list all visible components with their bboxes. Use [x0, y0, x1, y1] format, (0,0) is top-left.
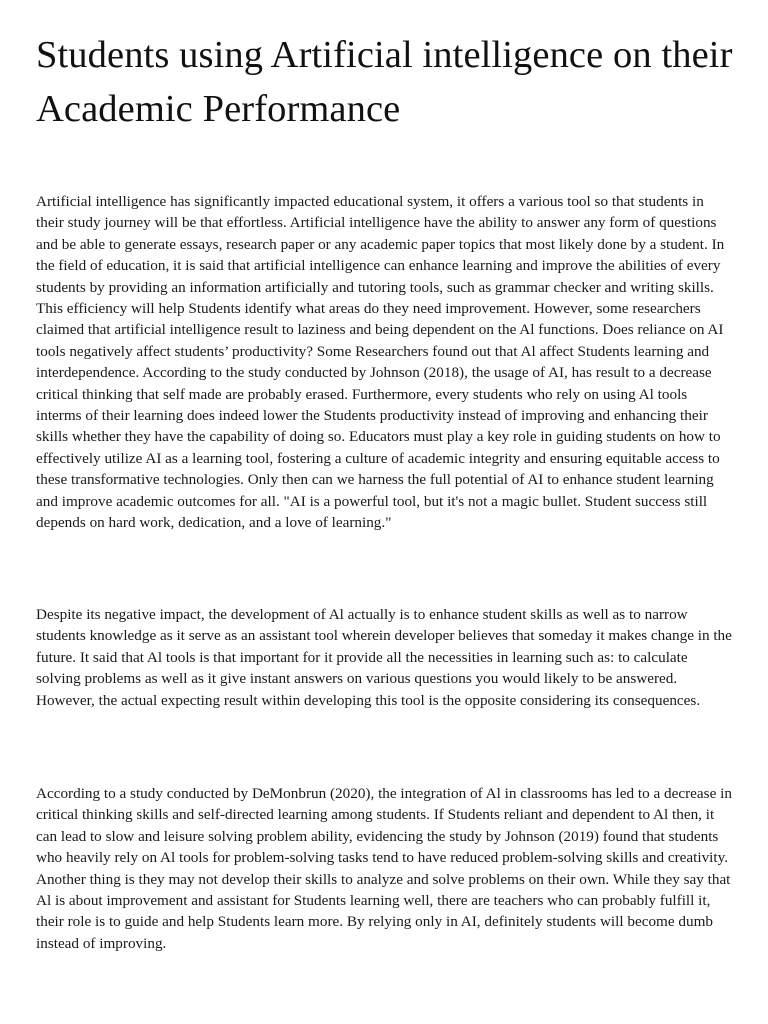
body-paragraph-2: Despite its negative impact, the development of Al actually is to enhance student skills as well as to narrow students knowledge as it serve as an assistant tool wherein developer believes that someday it makes change in the future. It said that Al tools is that important for it provide all the necessities in learning such as: to calculate solving problems as well as it give instant answers on various questions you would likely to be answered. However, the actual expecting result within developing this tool is the opposite considering its consequences.: [36, 606, 732, 709]
document-title: Students using Artificial intelligence on their Academic Performance: [36, 34, 733, 130]
body-paragraph-3: According to a study conducted by DeMonbrun (2020), the integration of Al in classrooms has led to a decrease in critical thinking skills and self-directed learning among students. If Students reliant and dependent to Al then, it can lead to slow and leisure solving problem ability, evidencing the study by Johnson (2019) found that students who heavily rely on Al tools for problem-solving tasks tend to have reduced problem-solving skills and creativity. Another thing is they may not develop their skills to analyze and solve problems on their own. While they say that Al is about improvement and assistant for Students learning well, there are teachers who can probably fulfill it, their role is to guide and help Students learn more. By relying only in AI, definitely students will become dumb instead of improving.: [36, 785, 732, 952]
body-paragraph-1: Artificial intelligence has significantly impacted educational system, it offers a various tool so that students in their study journey will be that effortless. Artificial intelligence have the ability to answer any form of questions and be able to generate essays, research paper or any academic paper topics that most likely done by a student. In the field of education, it is said that artificial intelligence can enhance learning and improve the abilities of every students by providing an information artificially and tutoring tools, such as grammar checker and writing skills. This efficiency will help Students identify what areas do they need improvement. However, some researchers claimed that artificial intelligence result to laziness and being dependent on the Al functions. Does reliance on AI tools negatively affect students’ productivity? Some Researchers found out that Al affect Students learning and interdependence. According to the study conducted by Johnson (2018), the usage of AI, has result to a decrease critical thinking that self made are probably erased. Furthermore, every students who rely on using Al tools interms of their learning does indeed lower the Students productivity instead of improving and enhancing their skills whether they have the capability of doing so. Educators must play a key role in guiding students on how to effectively utilize AI as a learning tool, fostering a culture of academic integrity and ensuring equitable access to these transformative technologies. Only then can we harness the full potential of AI to enhance student learning and improve academic outcomes for all. "AI is a powerful tool, but it's not a magic bullet. Student success still depends on hard work, dedication, and a love of learning.": [36, 193, 725, 532]
